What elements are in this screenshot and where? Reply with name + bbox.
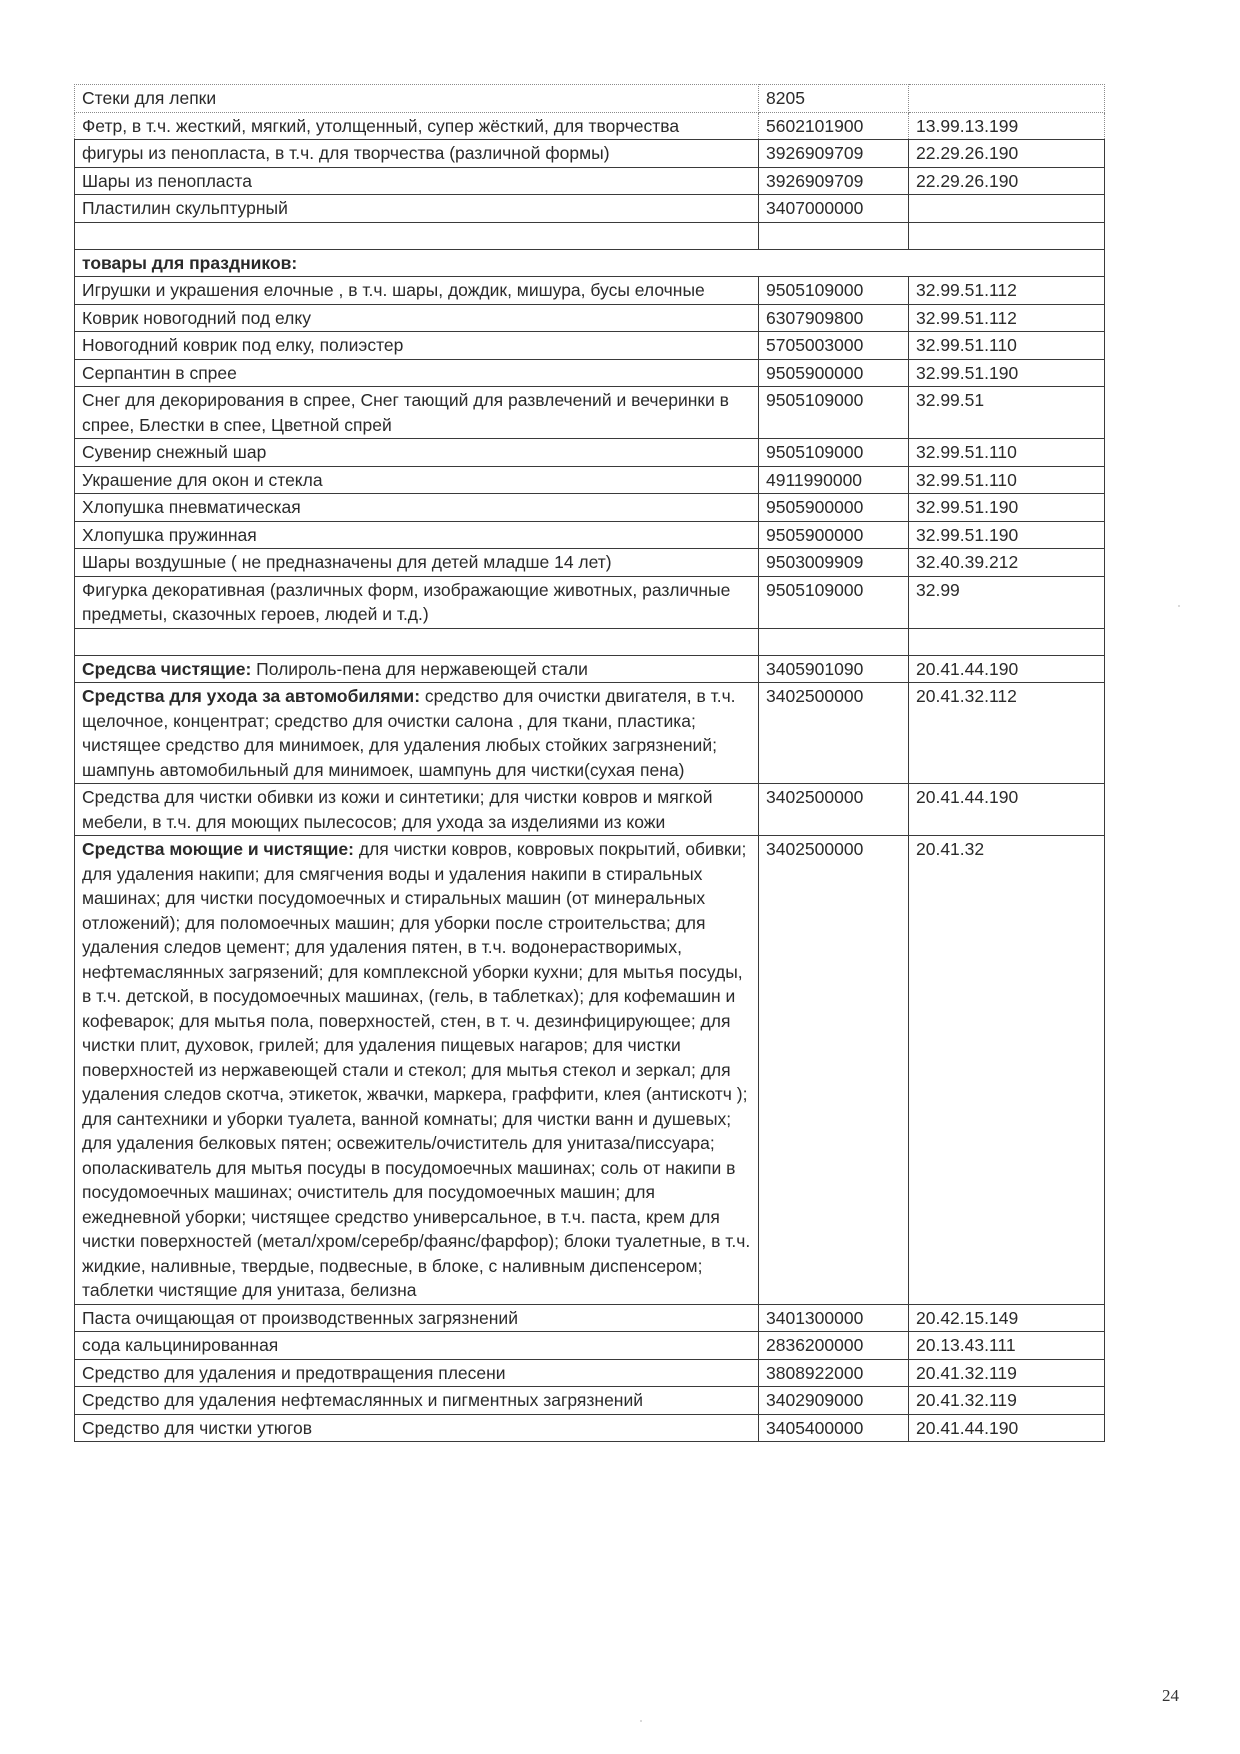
item-name: Игрушки и украшения елочные , в т.ч. шары, дождик, мишура, бусы елочные (75, 277, 759, 305)
okpd-code: 20.41.32.119 (909, 1387, 1105, 1415)
table-row (75, 576, 1105, 628)
table-row (75, 387, 1105, 439)
item-name: Хлопушка пружинная (75, 521, 759, 549)
empty-cell (909, 222, 1105, 249)
category-label: Средства моющие и чистящие: (82, 839, 354, 859)
okpd-code: 32.99.51 (909, 387, 1105, 439)
tnved-code: 3926909709 (759, 167, 909, 195)
okpd-code: 32.99.51.190 (909, 494, 1105, 522)
item-name (75, 683, 759, 784)
item-name: фигуры из пенопласта, в т.ч. для творчества (различной формы) (75, 140, 759, 168)
item-name: Средства для чистки обивки из кожи и синтетики; для чистки ковров и мягкой мебели, в т.ч. для моющих пылесосов; для ухода за изделиями из кожи (75, 784, 759, 836)
empty-cell (759, 628, 909, 655)
okpd-code: 20.41.44.190 (909, 1414, 1105, 1442)
item-name: Новогодний коврик под елку, полиэстер (75, 332, 759, 360)
table-row (75, 332, 1105, 360)
okpd-code: 20.41.44.190 (909, 784, 1105, 836)
table-row (75, 304, 1105, 332)
tnved-code: 9505900000 (759, 521, 909, 549)
table-row (75, 195, 1105, 223)
okpd-code: 20.42.15.149 (909, 1304, 1105, 1332)
tnved-code: 6307909800 (759, 304, 909, 332)
tnved-code: 3926909709 (759, 140, 909, 168)
empty-row (75, 628, 1105, 655)
tnved-code: 8205 (759, 85, 909, 113)
okpd-code: 32.99.51.110 (909, 439, 1105, 467)
item-name: Шары из пенопласта (75, 167, 759, 195)
table-row (75, 112, 1105, 140)
okpd-code: 22.29.26.190 (909, 140, 1105, 168)
tnved-code: 4911990000 (759, 466, 909, 494)
item-name: Украшение для окон и стекла (75, 466, 759, 494)
okpd-code: 20.41.32.112 (909, 683, 1105, 784)
tnved-code: 3402500000 (759, 784, 909, 836)
empty-cell (75, 222, 759, 249)
tnved-code: 3402500000 (759, 836, 909, 1305)
table-row (75, 1414, 1105, 1442)
item-name: сода кальцинированная (75, 1332, 759, 1360)
table-row (75, 359, 1105, 387)
okpd-code: 32.99 (909, 576, 1105, 628)
tnved-code: 3405901090 (759, 655, 909, 683)
table-row (75, 1387, 1105, 1415)
okpd-code: 32.99.51.110 (909, 466, 1105, 494)
category-label: Средсва чистящие: (82, 658, 252, 679)
table-row (75, 784, 1105, 836)
item-name: Стеки для лепки (75, 85, 759, 113)
table-row (75, 655, 1105, 683)
item-name: Коврик новогодний под елку (75, 304, 759, 332)
table-row (75, 683, 1105, 784)
table-row (75, 836, 1105, 1305)
table-row (75, 466, 1105, 494)
scan-speck (1178, 605, 1180, 607)
tnved-code: 3405400000 (759, 1414, 909, 1442)
tnved-code: 3407000000 (759, 195, 909, 223)
item-description: средство для очистки двигателя, в т.ч. щелочное, концентрат; средство для очистки салона , для ткани, пластика; чистящее средство для минимоек, для удаления любых стойких загрязнений; шампунь автомобильный для минимоек, шампунь для чистки(сухая пена) (82, 686, 736, 780)
okpd-code: 32.40.39.212 (909, 549, 1105, 577)
table-row (75, 85, 1105, 113)
item-name: Шары воздушные ( не предназначены для детей младше 14 лет) (75, 549, 759, 577)
okpd-code: 32.99.51.112 (909, 304, 1105, 332)
okpd-code: 32.99.51.190 (909, 521, 1105, 549)
empty-cell (759, 222, 909, 249)
page-number: 24 (1162, 1686, 1179, 1705)
item-name: Средство для чистки утюгов (75, 1414, 759, 1442)
okpd-code: 13.99.13.199 (909, 112, 1105, 140)
empty-cell (909, 628, 1105, 655)
tnved-code: 9505109000 (759, 387, 909, 439)
tnved-code: 9505109000 (759, 277, 909, 305)
okpd-code: 20.13.43.111 (909, 1332, 1105, 1360)
table-row (75, 549, 1105, 577)
okpd-code: 32.99.51.110 (909, 332, 1105, 360)
item-name: Паста очищающая от производственных загрязнений (75, 1304, 759, 1332)
table-row (75, 1359, 1105, 1387)
item-description: для чистки ковров, ковровых покрытий, обивки; для удаления накипи; для смягчения воды и удаления накипи в стиральных машинах; для чистки посудомоечных и стиральных машин (от минеральных отложений); для поломоечных машин; для уборки после строительства; для удаления следов цемент; для удаления пятен, в т.ч. водонерастворимых, нефтемаслянных загрязений; для комплексной уборки кухни; для мытья посуды, в т.ч. детской, в посудомоечных машинах, (гель, в таблетках); для кофемашин и кофеварок; для мытья пола, поверхностей, стен, в т. ч. дезинфицирующее; для чистки плит, духовок, грилей; для удаления пищевых нагаров; для чистки поверхностей из нержавеющей стали и стекол; для мытья стекол и зеркал; для удаления следов скотча, этикеток, жвачки, маркера, граффити, клея (антискотч ); для сантехники и уборки туалета, ванной комнаты; для чистки ванн и душевых; для удаления белковых пятен; освежитель/очиститель для унитаза/писсуара; ополаскиватель для мытья посуды в посудомоечных машинах; соль от накипи в посудомоечных машинах; очиститель для посудомоечных машин; для ежедневной уборки; чистящее средство универсальное, в т.ч. паста, крем для чистки поверхностей (метал/хром/серебр/фаянс/фарфор); блоки туалетные, в т.ч. жидкие, наливные, твердые, подвесные, в блоке, с наливным диспенсером; таблетки чистящие для унитаза, белизна (82, 839, 751, 1300)
table-row (75, 521, 1105, 549)
okpd-code: 32.99.51.112 (909, 277, 1105, 305)
tnved-code: 3402500000 (759, 683, 909, 784)
okpd-code: 22.29.26.190 (909, 167, 1105, 195)
table-row (75, 167, 1105, 195)
item-name: Средство для удаления и предотвращения плесени (75, 1359, 759, 1387)
tnved-code: 5602101900 (759, 112, 909, 140)
okpd-code (909, 195, 1105, 223)
table-row (75, 277, 1105, 305)
item-name: Сувенир снежный шар (75, 439, 759, 467)
okpd-code: 20.41.32 (909, 836, 1105, 1305)
tnved-code: 9505900000 (759, 494, 909, 522)
tnved-code: 9505900000 (759, 359, 909, 387)
item-name: Пластилин скульптурный (75, 195, 759, 223)
table-row (75, 1304, 1105, 1332)
tnved-code: 9505109000 (759, 576, 909, 628)
tnved-code: 5705003000 (759, 332, 909, 360)
tnved-code: 3402909000 (759, 1387, 909, 1415)
table-row (75, 439, 1105, 467)
item-name: Серпантин в спрее (75, 359, 759, 387)
okpd-code: 20.41.32.119 (909, 1359, 1105, 1387)
empty-row (75, 222, 1105, 249)
tnved-code: 3808922000 (759, 1359, 909, 1387)
table-row (75, 140, 1105, 168)
tnved-code: 3401300000 (759, 1304, 909, 1332)
category-label: Средства для ухода за автомобилями: (82, 686, 421, 706)
item-name: Снег для декорирования в спрее, Снег тающий для развлечений и вечеринки в спрее, Блестки в спее, Цветной спрей (75, 387, 759, 439)
okpd-code: 20.41.44.190 (909, 655, 1105, 683)
tnved-code: 9505109000 (759, 439, 909, 467)
item-name (75, 655, 759, 683)
table-row (75, 1332, 1105, 1360)
item-name: Фетр, в т.ч. жесткий, мягкий, утолщенный, супер жёсткий, для творчества (75, 112, 759, 140)
section-title: товары для праздников: (75, 249, 1105, 277)
item-name (75, 836, 759, 1305)
goods-classification-table (74, 84, 1105, 1442)
empty-cell (75, 628, 759, 655)
item-name: Средство для удаления нефтемаслянных и пигментных загрязнений (75, 1387, 759, 1415)
okpd-code (909, 85, 1105, 113)
section-header-row (75, 249, 1105, 277)
item-description: Полироль-пена для нержавеющей стали (251, 658, 588, 679)
item-name: Фигурка декоративная (различных форм, изображающие животных, различные предметы, сказочных героев, людей и т.д.) (75, 576, 759, 628)
okpd-code: 32.99.51.190 (909, 359, 1105, 387)
table-row (75, 494, 1105, 522)
tnved-code: 9503009909 (759, 549, 909, 577)
scan-speck (640, 1720, 642, 1722)
tnved-code: 2836200000 (759, 1332, 909, 1360)
item-name: Хлопушка пневматическая (75, 494, 759, 522)
